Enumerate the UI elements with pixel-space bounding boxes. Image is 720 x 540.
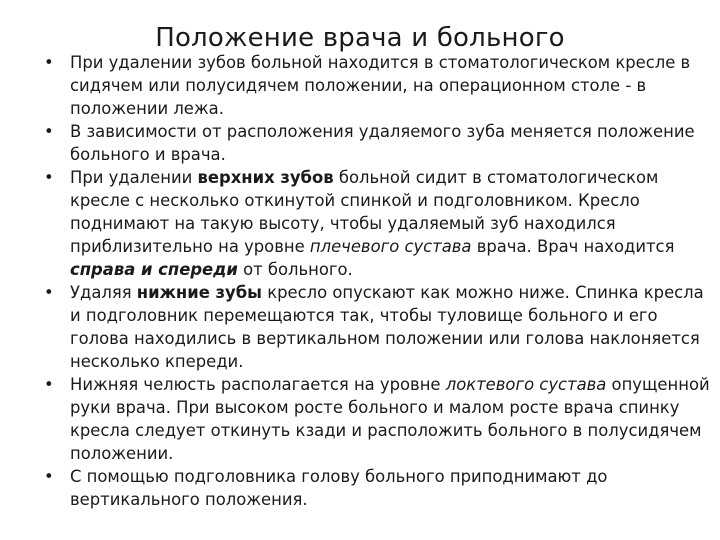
slide-title: Положение врача и больного xyxy=(155,23,565,53)
text-segment: кресло опускают как можно ниже. Спинка кресла и подголовник перемещаются так, чтобы туловище больного и его голова находились в вертикальном положении или голова наклоняется несколько кпереди. xyxy=(70,283,704,371)
bullet-item xyxy=(44,373,714,465)
bullet-text: При удалении зубов больной находится в стоматологическом кресле в сидячем или полусидячем положении, на операционном столе - в положении лежа. xyxy=(70,53,691,118)
emphasis-italic: плечевого сустава xyxy=(309,237,472,256)
bullet-dot-icon: • xyxy=(44,168,54,187)
bullet-dot-icon: • xyxy=(44,467,54,486)
text-segment: При удалении xyxy=(70,168,198,187)
bullet-dot-icon: • xyxy=(44,283,54,302)
bullet-item xyxy=(44,166,714,281)
bullet-item xyxy=(44,465,714,511)
bullet-text xyxy=(70,375,710,463)
bullet-item xyxy=(44,51,714,120)
emphasis-bold-italic: справа и спереди xyxy=(70,260,238,279)
bullet-list xyxy=(44,51,714,511)
bullet-item xyxy=(44,120,714,166)
text-segment: врача. Врач находится xyxy=(471,237,675,256)
bullet-dot-icon: • xyxy=(44,122,54,141)
bullet-dot-icon: • xyxy=(44,53,54,72)
emphasis-italic: локтевого сустава xyxy=(445,375,607,394)
text-segment: от больного. xyxy=(237,260,353,279)
bullet-text: С помощью подголовника голову больного приподнимают до вертикального положения. xyxy=(70,467,608,509)
bullet-text xyxy=(70,168,674,279)
bullet-text xyxy=(70,283,704,371)
emphasis-bold: верхних зубов xyxy=(197,168,334,187)
text-segment: опущенной руки врача. При высоком росте больного и малом росте врача спинку кресла следует откинуть кзади и расположить больного в полусидячем положении. xyxy=(70,375,710,463)
text-segment: Нижняя челюсть располагается на уровне xyxy=(70,375,446,394)
bullet-item xyxy=(44,281,714,373)
emphasis-bold: нижние зубы xyxy=(136,283,263,302)
text-segment: Удаляя xyxy=(70,283,137,302)
bullet-text: В зависимости от расположения удаляемого зуба меняется положение больного и врача. xyxy=(70,122,695,164)
bullet-dot-icon: • xyxy=(44,375,54,394)
text-segment: больной сидит в стоматологическом кресле с несколько откинутой спинкой и подголовником. Кресло поднимают на такую высоту, чтобы удаляемый зуб находился приблизительно на уровне xyxy=(70,168,659,256)
